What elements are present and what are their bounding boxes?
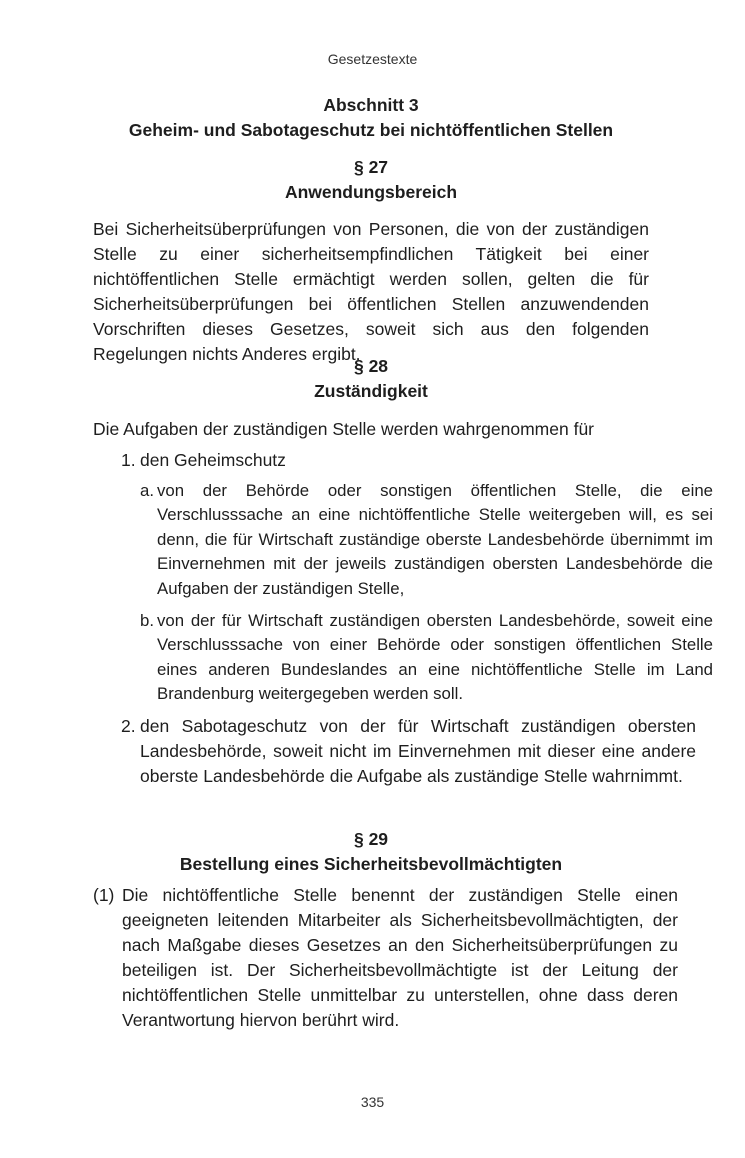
paragraph-29-number: § 29 <box>353 829 389 849</box>
list-item-1a <box>93 479 713 601</box>
list-item-2 <box>93 714 696 789</box>
list-item-1b <box>93 609 713 707</box>
list-item-1b-letter: b. <box>140 611 154 630</box>
paragraph-28-title: Zuständigkeit <box>314 381 428 401</box>
list-item-1a-letter: a. <box>140 481 154 500</box>
paragraph-29-heading <box>93 827 649 877</box>
list-item-1a-text: von der Behörde oder sonstigen öffentlichen Stelle, die eine Verschlusssache an eine nichtöffentliche Stelle weitergeben will, es sei denn, die für Wirtschaft zuständige oberste Landesbehörde übernimmt im Einvernehmen mit der jeweils zuständigen obersten Landesbehörde die Aufgaben der zuständigen Stelle, <box>157 481 713 598</box>
running-header: Gesetzestexte <box>327 51 418 67</box>
paragraph-27-number: § 27 <box>353 157 389 177</box>
list-item-1 <box>93 448 696 473</box>
list-item-1b-text: von der für Wirtschaft zuständigen obersten Landesbehörde, soweit eine Verschlusssache von einer Behörde oder sonstigen öffentlichen Stelle eines anderen Bundeslandes an eine nichtöffentliche Stelle im Land Brandenburg weitergegeben werden soll. <box>157 611 713 704</box>
section-title: Geheim- und Sabotageschutz bei nichtöffentlichen Stellen <box>128 120 614 140</box>
paragraph-27-text: Bei Sicherheitsüberprüfungen von Personen, die von der zuständigen Stelle zu einer sicherheitsempfindlichen Tätigkeit bei einer nichtöffentlichen Stelle ermächtigt werden sollen, gelten die für Sicherheitsüberprüfungen bei öffentlichen Stellen anzuwendenden Vorschriften dieses Gesetzes, soweit sich aus den folgenden Regelungen nichts Anderes ergibt. <box>93 219 649 364</box>
paragraph-27-heading <box>93 155 649 205</box>
list-item-1-number: 1. <box>121 450 136 470</box>
paragraph-28-intro: Die Aufgaben der zuständigen Stelle werden wahrgenommen für <box>93 419 595 439</box>
paragraph-28-heading <box>93 354 649 404</box>
page-number: 335 <box>360 1094 385 1110</box>
paragraph-28-number: § 28 <box>353 356 389 376</box>
section-heading <box>93 93 649 143</box>
list-item-2-number: 2. <box>121 716 136 736</box>
list-item-2-text: den Sabotageschutz von der für Wirtschaft zuständigen obersten Landesbehörde, soweit nicht im Einvernehmen mit dieser eine andere oberste Landesbehörde die Aufgabe als zuständige Stelle wahrnimmt. <box>140 716 696 786</box>
paragraph-29-title: Bestellung eines Sicherheitsbevollmächtigten <box>179 854 563 874</box>
list-item-1-text: den Geheimschutz <box>140 450 286 470</box>
paragraph-29-absatz-1 <box>93 883 678 1033</box>
section-number: Abschnitt 3 <box>323 95 419 115</box>
absatz-1-number: (1) <box>93 885 115 905</box>
paragraph-27-title: Anwendungsbereich <box>284 182 458 202</box>
absatz-1-text: Die nichtöffentliche Stelle benennt der zuständigen Stelle einen geeigneten leitenden Mitarbeiter als Sicherheitsbevollmächtigten, der nach Maßgabe dieses Gesetzes an den Sicherheitsüberprüfungen zu beteiligen ist. Der Sicherheitsbevollmächtigte ist der Leitung der nichtöffentlichen Stelle unmittelbar zu unterstellen, ohne dass deren Verantwortung hiervon berührt wird. <box>122 885 678 1030</box>
